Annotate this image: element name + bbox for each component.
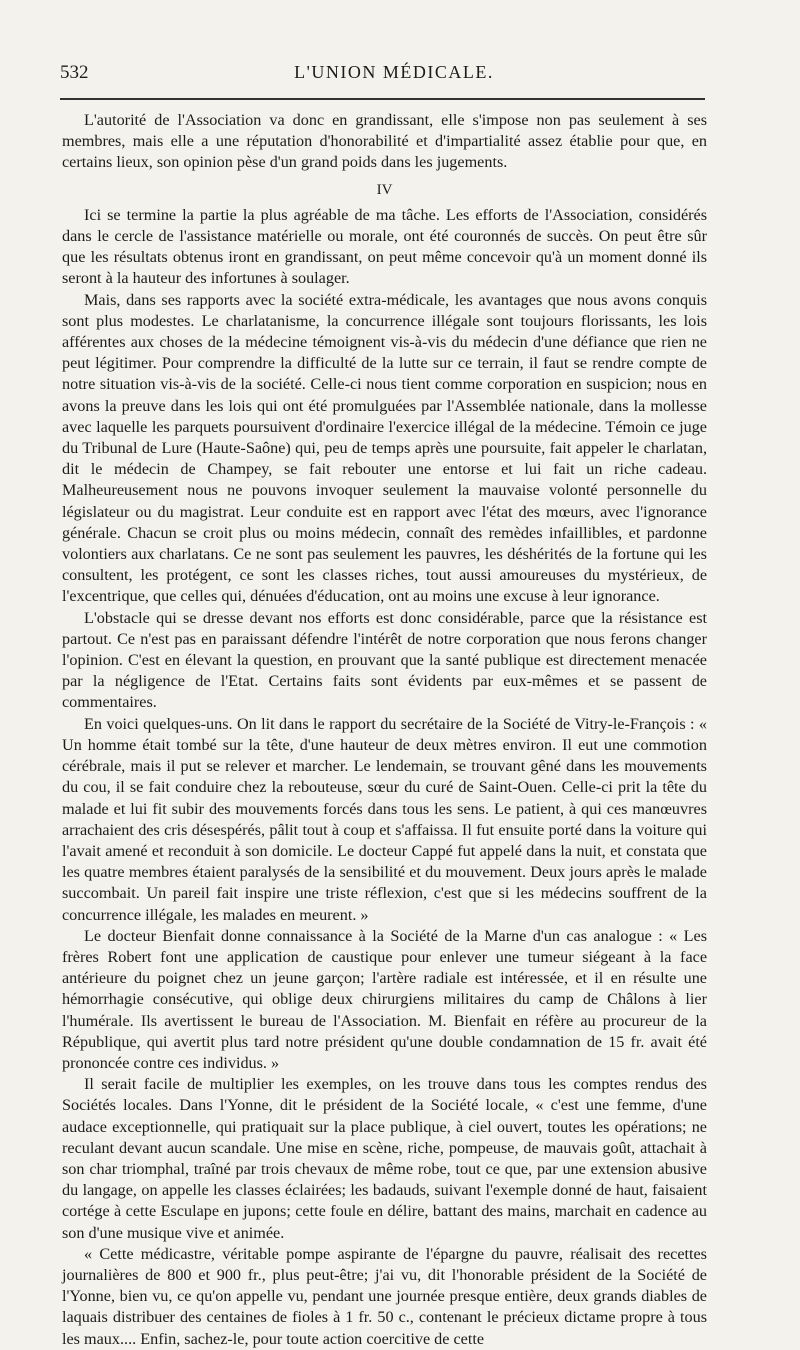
paragraph: Le docteur Bienfait donne connaissance à la Société de la Marne d'un cas analogue : « Les frères Robert font une application de caustique pour enlever une tumeur siégeant à la face antérieure du poignet chez un jeune garçon; l'artère radiale est intéressée, et il en résulte une hémorrhagie consécutive, qui oblige deux chirurgiens militaires du camp de Châlons à lier l'humérale. Ils avertissent le bureau de l'Association. M. Bienfait en réfère au procureur de la République, qui avertit plus tard notre président qu'une double condamnation de 15 fr. avait été prononcée contre ces individus. » bbox=[62, 926, 707, 1072]
header-rule bbox=[60, 98, 705, 100]
paragraph: Il serait facile de multiplier les exemples, on les trouve dans tous les comptes rendus des Sociétés locales. Dans l'Yonne, dit le président de la Société locale, « c'est une femme, d'une audace exceptionnelle, qui pratiquait sur la place publique, à ciel ouvert, toutes les opérations; ne reculant devant aucun scandale. Une mise en scène, riche, pompeuse, de mauvais goût, attachait à son char triomphal, traîné par trois chevaux de même robe, tout ce que, par une extension abusive du langage, on appelle les classes éclairées; les badauds, suivant l'exemple donné de haut, faisaient cortége à cette Esculape en jupons; cette foule en délire, battant des mains, marchait en cadence au son d'une musique vive et animée. bbox=[62, 1075, 707, 1242]
running-title: L'UNION MÉDICALE. bbox=[294, 62, 494, 82]
paragraph: En voici quelques-uns. On lit dans le rapport du secrétaire de la Société de Vitry-le-François : « Un homme était tombé sur la tête, d'une hauteur de deux mètres environ. Il eut une commotion cérébrale, mais il put se relever et marcher. Le lendemain, se trouvant gêné dans les mouvements du cou, il se fait conduire chez la rebouteuse, sœur du curé de Saint-Ouen. Celle-ci prit la tête du malade et lui fit subir des mouvements forcés dans tous les sens. Le patient, à qui ces manœuvres arrachaient des cris désespérés, pâlit tout à coup et s'affaissa. Il fut ensuite porté dans la voiture qui l'avait amené et reconduit à son domicile. Le docteur Cappé fut appelé dans la nuit, et constata que les quatre membres étaient paralysés de la sensibilité et du mouvement. Deux jours après le malade succombait. Un pareil fait inspire une triste réflexion, c'est que si les médecins souffrent de la concurrence illégale, les malades en meurent. » bbox=[62, 714, 707, 924]
section-heading: IV bbox=[376, 181, 393, 198]
paragraph: L'autorité de l'Association va donc en grandissant, elle s'impose non pas seulement à ses membres, mais elle a une réputation d'honorabilité et d'impartialité assez établie pour que, en certains lieux, son opinion pèse d'un grand poids dans les jugements. bbox=[62, 111, 707, 172]
page-header bbox=[60, 62, 728, 86]
paragraph: Ici se termine la partie la plus agréable de ma tâche. Les efforts de l'Association, considérés dans le cercle de l'assistance matérielle ou morale, ont été couronnés de succès. On peut être sûr que les résultats obtenus iront en grandissant, on peut même concevoir qu'à un moment donné ils seront à la hauteur des infortunes à soulager. bbox=[62, 205, 707, 288]
article-body bbox=[62, 110, 707, 1350]
paragraph: L'obstacle qui se dresse devant nos efforts est donc considérable, parce que la résistance est partout. Ce n'est pas en paraissant défendre l'intérêt de notre corporation que nous ferons changer l'opinion. C'est en élevant la question, en prouvant que la santé publique est directement menacée par la négligence de l'Etat. Certains faits sont évidents par eux-mêmes et se passent de commentaires. bbox=[62, 608, 707, 712]
paragraph: « Cette médicastre, véritable pompe aspirante de l'épargne du pauvre, réalisait des recettes journalières de 800 et 900 fr., plus peut-être; j'ai vu, dit l'honorable président de la Société de l'Yonne, bien vu, ce qu'on appelle vu, pendant une journée presque entière, deux grands diables de laquais distribuer des centaines de fioles à 1 fr. 50 c., contenant le précieux dictame propre à tous les maux.... Enfin, sachez-le, pour toute action coercitive de cette bbox=[62, 1244, 707, 1348]
paragraph: Mais, dans ses rapports avec la société extra-médicale, les avantages que nous avons conquis sont plus modestes. Le charlatanisme, la concurrence illégale sont toujours florissants, les lois afférentes aux choses de la médecine témoignent vis-à-vis du médecin d'une défiance que rien ne peut légitimer. Pour comprendre la difficulté de la lutte sur ce terrain, il faut se rendre compte de notre situation vis-à-vis de la société. Celle-ci nous tient comme corporation en suspicion; nous en avons la preuve dans les lois qui ont été promulguées par l'Assemblée nationale, dans la mollesse avec laquelle les parquets poursuivent d'ordinaire l'exercice illégal de la médecine. Témoin ce juge du Tribunal de Lure (Haute-Saône) qui, peu de temps après une poursuite, fait appeler le charlatan, dit le médecin de Champey, se fait rebouter une entorse et lui fait un riche cadeau. Malheureusement nous ne pouvons invoquer seulement la mauvaise volonté personnelle du législateur ou du magistrat. Leur conduite est en rapport avec l'état des mœurs, avec l'ignorance générale. Chacun se croit plus ou moins médecin, connaît des remèdes infaillibles, et pardonne volontiers aux charlatans. Ce ne sont pas seulement les pauvres, les déshérités de la fortune qui les consultent, les protégent, ce sont les classes riches, tout aussi amoureuses du mystérieux, de l'excentrique, que celles qui, dénuées d'éducation, ont au moins une excuse à leur ignorance. bbox=[62, 290, 707, 606]
page-number: 532 bbox=[60, 62, 89, 83]
